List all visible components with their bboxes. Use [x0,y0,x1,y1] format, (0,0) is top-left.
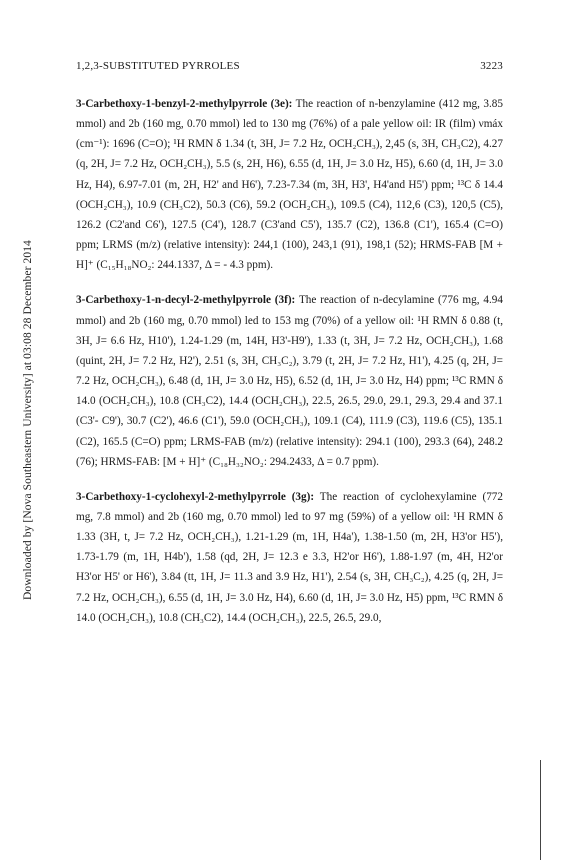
compound-3f-text: The reaction of n-decylamine (776 mg, 4.94 mmol) and 2b (160 mg, 0.70 mmol) led to 153 mg (70%) of a yellow oil: ¹H RMN δ 0.88 (t, 3H, J= 6.6 Hz, H10'), 1.24-1.29 (m, 14H, H3'-H9'), 1.33 (t, 3H, J= 7.2 Hz, OCH₂CH₃), 1.68 (quint, 2H, J= 7.2 Hz, H2'), 2.51 (s, 3H, CH₃C₂), 3.79 (t, 2H, J= 7.2 Hz, H1'), 4.25 (q, 2H, J= 7.2 Hz, OCH₂CH₃), 6.48 (d, 1H, J= 3.0 Hz, H5), 6.52 (d, 1H, J= 3.0 Hz, H4) ppm; ¹³C RMN δ 14.0 (OCH₂CH₃), 10.8 (CH₃C2), 14.4 (OCH₂CH₃), 22.5, 26.5, 29.0, 29.1, 29.3, 29.4 and 37.1 (C3'- C9'), 30.7 (C2'), 46.6 (C1'), 59.0 (OCH₂CH₃), 109.1 (C4), 111.9 (C3), 119.6 (C5), 135.1 (C2), 165.5 (C=O) ppm; LRMS-FAB (m/z) (relative intensity): 294.1 (100), 293.3 (64), 248.2 (76); HRMS-FAB: [M + H]⁺ (C₁₈H₃₂NO₂: 294.2433, Δ = 0.7 ppm). [76,294,503,468]
page-body [76,94,503,628]
compound-3e-paragraph [76,94,503,275]
compound-3e-text: The reaction of n-benzylamine (412 mg, 3.85 mmol) and 2b (160 mg, 0.70 mmol) led to 130 mg (76%) of a pale yellow oil: IR (film) νmáx (cm⁻¹): 1696 (C=O); ¹H RMN δ 1.34 (t, 3H, J= 7.2 Hz, OCH₂CH₃), 2,45 (s, 3H, CH₃C2), 4.27 (q, 2H, J= 7.2 Hz, OCH₂CH₃), 5.5 (s, 2H, H6), 6.55 (d, 1H, J= 3.0 Hz, H5), 6.60 (d, 1H, J= 3.0 Hz, H4), 6.97-7.01 (m, 2H, H2' and H6'), 7.23-7.34 (m, 3H, H3', H4'and H5') ppm; ¹³C δ 14.4 (OCH₂CH₃), 10.9 (CH₃C2), 50.3 (C6), 59.2 (OCH₂CH₃), 109.5 (C4), 112,6 (C3), 120,5 (C5), 126.2 (C2'and C6'), 127.5 (C4'), 128.7 (C3'and C5'), 135.7 (C2), 136.8 (C1'), 165.4 (C=O) ppm; LRMS (m/z) (relative intensity): 244,1 (100), 243,1 (91), 198,1 (52); HRMS-FAB [M + H]⁺ (C₁₅H₁₈NO₂: 244.1337, Δ = - 4.3 ppm). [76,98,503,272]
compound-3g-name: 3-Carbethoxy-1-cyclohexyl-2-methylpyrrole (3g): [76,490,315,503]
compound-3f-paragraph [76,290,503,471]
running-header [76,60,503,72]
page-number: 3223 [480,60,503,72]
compound-3e-name: 3-Carbethoxy-1-benzyl-2-methylpyrrole (3e): [76,98,293,110]
compound-3f-name: 3-Carbethoxy-1-n-decyl-2-methylpyrrole (3f): [76,294,296,307]
download-watermark: Downloaded by [Nova Southeastern University] at 03:08 28 December 2014 [22,240,34,600]
compound-3g-text: The reaction of cyclohexylamine (772 mg, 7.8 mmol) and 2b (160 mg, 0.70 mmol) led to 97 mg (59%) of a yellow oil: ¹H RMN δ 1.33 (3H, t, J= 7.2 Hz, OCH₂CH₃), 1.21-1.29 (m, 1H, H4a'), 1.38-1.50 (m, 2H, H3'or H5'), 1.73-1.79 (m, 1H, H4b'), 1.58 (qd, 2H, J= 12.3 e 3.3, H2'or H6'), 1.88-1.97 (m, 4H, H2'or H3'or H5' or H6'), 3.84 (tt, 1H, J= 11.3 and 3.9 Hz, H1'), 2.54 (s, 3H, CH₃C₂), 4.25 (q, 2H, J= 7.2 Hz, OCH₂CH₃), 6.55 (d, 1H, J= 3.0 Hz, H4), 6.60 (d, 1H, J= 3.0 Hz, H5) ppm, ¹³C RMN δ 14.0 (OCH₂CH₃), 10.8 (CH₃C2), 14.4 (OCH₂CH₃), 22.5, 26.5, 29.0, [76,490,503,624]
running-title: 1,2,3-SUBSTITUTED PYRROLES [76,60,240,72]
compound-3g-paragraph [76,487,503,628]
margin-rule [540,760,541,860]
